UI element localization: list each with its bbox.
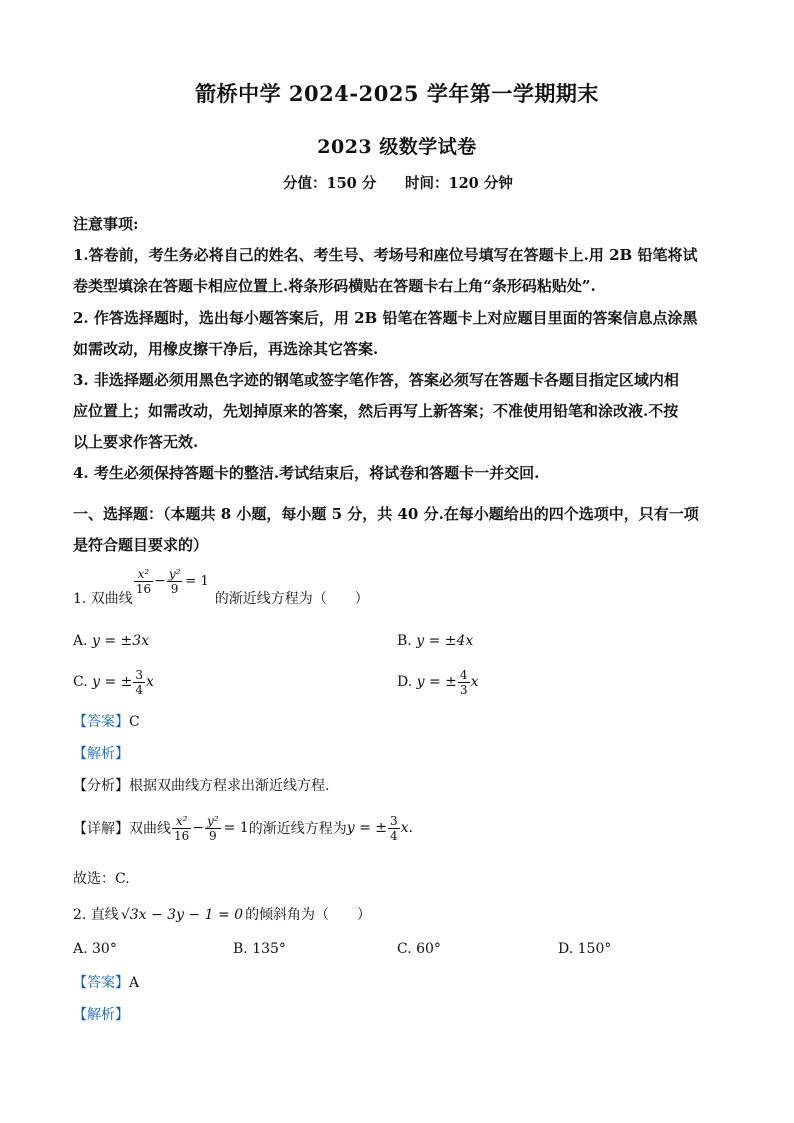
- fraction-x2-16: $\frac{\text{x²}}{16}$: [135, 566, 152, 596]
- question-1-suffix: 的渐近线方程为（ ）: [214, 591, 369, 607]
- section-heading-line-1: 一、选择题：（本题共 8 小题，每小题 5 分，共 40 分.在每小题给出的四个选项中，只有一项: [73, 505, 699, 523]
- q1-fenxi: 【分析】根据双曲线方程求出渐近线方程.: [73, 778, 330, 794]
- exam-subtitle: 2023 级数学试卷: [317, 136, 477, 158]
- q1-option-d[interactable]: D. y = ± $\frac{4}{3}$ x: [397, 667, 479, 697]
- q1-option-a[interactable]: A. y = ±3x: [73, 633, 150, 649]
- q1-analysis-tag: 【解析】: [73, 746, 129, 762]
- q1-option-b[interactable]: B. y = ±4x: [397, 633, 474, 649]
- notice-item-3-line-2: 应位置上；如需改动，先划掉原来的答案，然后再写上新答案；不准使用铅笔和涂改液.不按: [73, 402, 679, 420]
- question-1-prefix: 1. 双曲线: [73, 591, 133, 607]
- question-1: [73, 566, 369, 610]
- q2-option-b[interactable]: B. 135°: [233, 941, 286, 957]
- q1-answer: 【答案】C: [73, 714, 140, 730]
- section-heading-line-2: 是符合题目要求的）: [73, 536, 209, 554]
- q2-analysis-tag: 【解析】: [73, 1007, 129, 1023]
- notice-item-2-line-1: 2. 作答选择题时，选出每小题答案后，用 2B 铅笔在答题卡上对应题目里面的答案信息点涂黑: [73, 309, 698, 327]
- question-1-equation: $\frac{\text{x²}}{16}$ − $\frac{\text{y²}}{9}$ = 1: [135, 566, 209, 596]
- page-title: 箭桥中学 2024-2025 学年第一学期期末: [195, 81, 599, 106]
- notice-item-1-line-2: 卷类型填涂在答题卡相应位置上.将条形码横贴在答题卡右上角“条形码粘贴处”.: [73, 277, 596, 295]
- notice-heading: 注意事项:: [73, 215, 139, 233]
- equation-tail: = 1: [185, 573, 209, 589]
- notice-item-3-line-1: 3. 非选择题必须用黑色字迹的钢笔或签字笔作答，答案必须写在答题卡各题目指定区域内相: [73, 371, 679, 389]
- time-label: 时间：120 分钟: [405, 175, 513, 192]
- q2-answer: 【答案】A: [73, 975, 140, 991]
- q1-detail: 【详解】 双曲线 $\frac{\text{x²}}{16}$ − $\frac{\text{y²}}{9}$ = 1 的渐近线方程为 y = ± $\frac{3}{4}$ x.: [73, 813, 413, 843]
- notice-item-2-line-2: 如需改动，用橡皮擦干净后，再选涂其它答案.: [73, 340, 379, 358]
- notice-item-3-line-3: 以上要求作答无效.: [73, 433, 199, 451]
- q1-option-c[interactable]: C. y = ± $\frac{3}{4}$ x: [73, 667, 154, 697]
- notice-item-4: 4. 考生必须保持答题卡的整洁.考试结束后，将试卷和答题卡一并交回.: [73, 464, 540, 482]
- notice-item-1-line-1: 1.答卷前，考生务必将自己的姓名、考生号、考场号和座位号填写在答题卡上.用 2B 铅笔将试: [73, 246, 698, 264]
- q2-option-a[interactable]: A. 30°: [73, 941, 117, 957]
- q2-option-c[interactable]: C. 60°: [397, 941, 441, 957]
- q2-option-d[interactable]: D. 150°: [558, 941, 612, 957]
- q1-choice: 故选：C.: [73, 871, 130, 887]
- fraction-y2-9: $\frac{\text{y²}}{9}$: [168, 566, 181, 596]
- question-2-equation: √3x − 3y − 1 = 0: [120, 907, 244, 923]
- question-2: 2. 直线 √3x − 3y − 1 = 0 的倾斜角为（ ）: [73, 907, 372, 923]
- score-label: 分值：150 分: [283, 175, 377, 192]
